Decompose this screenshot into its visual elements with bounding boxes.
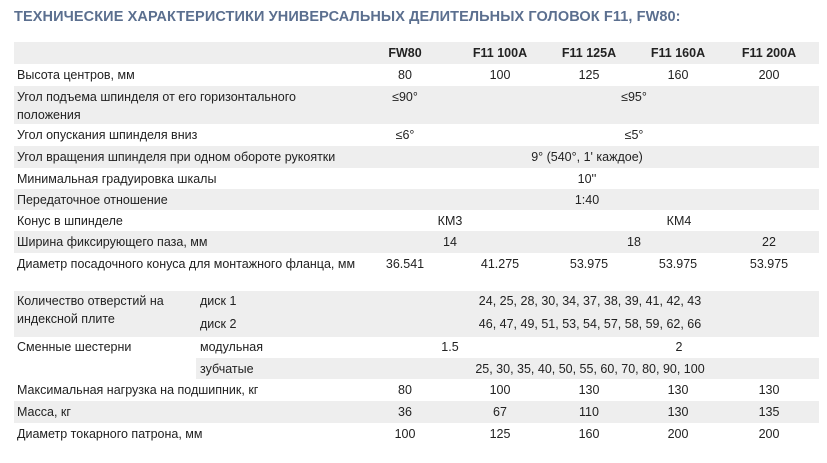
col-header-f11-160a: F11 160A [650, 46, 706, 60]
table-cell: 100 [489, 383, 511, 397]
table-cell: ≤6° [395, 128, 415, 142]
table-cell: КМ3 [437, 214, 463, 228]
table-cell: 135 [758, 405, 780, 419]
row-sublabel: диск 1 [200, 294, 237, 308]
table-row [14, 86, 819, 124]
table-cell: 1:40 [574, 193, 600, 207]
row-label: Диаметр токарного патрона, мм [17, 427, 203, 441]
table-row [14, 401, 819, 423]
row-label: Угол подъема шпинделя от его горизонтального положения [17, 90, 296, 122]
row-sublabel: модульная [200, 340, 263, 354]
table-row [14, 423, 819, 445]
table-cell: 125 [578, 68, 600, 82]
table-cell: 130 [667, 405, 689, 419]
table-cell: 200 [758, 427, 780, 441]
row-sublabel: диск 2 [200, 317, 237, 331]
table-cell: 130 [758, 383, 780, 397]
table-row [14, 168, 819, 189]
table-cell: ≤90° [392, 90, 418, 104]
row-label: Угол вращения шпинделя при одном обороте рукоятки [17, 150, 336, 164]
table-row [14, 253, 819, 291]
row-label: Ширина фиксирующего паза, мм [17, 235, 208, 249]
col-header-f11-125a: F11 125A [561, 46, 617, 60]
table-cell: 14 [443, 235, 457, 249]
table-row [14, 189, 819, 210]
row-label: Высота центров, мм [17, 68, 135, 82]
row-label: Масса, кг [17, 405, 71, 419]
table-cell: 100 [489, 68, 511, 82]
row-label: Угол опускания шпинделя вниз [17, 128, 198, 142]
row-label: Диаметр посадочного конуса для монтажного фланца, мм [17, 257, 356, 271]
table-cell: 200 [758, 68, 780, 82]
table-cell: 160 [578, 427, 600, 441]
table-cell: 53.975 [658, 257, 698, 271]
table-cell: 18 [627, 235, 641, 249]
table-cell: 1.5 [441, 340, 459, 354]
table-cell: 125 [489, 427, 511, 441]
table-cell: 200 [667, 427, 689, 441]
table-cell: 2 [675, 340, 683, 354]
row-label: Количество отверстий на индексной плите [17, 294, 164, 326]
table-header-row [14, 42, 819, 64]
table-cell: 160 [667, 68, 689, 82]
table-cell: 25, 30, 35, 40, 50, 55, 60, 70, 80, 90, 100 [475, 362, 705, 376]
table-row [14, 146, 819, 168]
col-header-f11-200a: F11 200A [741, 46, 797, 60]
table-cell: ≤95° [621, 90, 647, 104]
table-row [14, 124, 819, 146]
table-cell: 67 [493, 405, 507, 419]
page-title: ТЕХНИЧЕСКИЕ ХАРАКТЕРИСТИКИ УНИВЕРСАЛЬНЫХ ДЕЛИТЕЛЬНЫХ ГОЛОВОК F11, FW80: [14, 9, 681, 25]
table-row [14, 231, 819, 253]
table-cell: 53.975 [749, 257, 789, 271]
table-row [14, 379, 819, 401]
table-cell: 10'' [577, 172, 597, 186]
table-cell: 9° (540°, 1' каждое) [531, 150, 643, 164]
table-cell: 100 [394, 427, 416, 441]
table-cell: 22 [762, 235, 776, 249]
col-header-f11-100a: F11 100A [472, 46, 528, 60]
row-label: Минимальная градуировка шкалы [17, 172, 217, 186]
row-label: Сменные шестерни [17, 340, 132, 354]
table-cell: ≤5° [624, 128, 644, 142]
row-label: Конус в шпинделе [17, 214, 123, 228]
col-header-fw80: FW80 [388, 46, 422, 60]
row-sublabel: зубчатые [200, 362, 254, 376]
table-row [196, 358, 819, 379]
table-cell: 46, 47, 49, 51, 53, 54, 57, 58, 59, 62, 66 [478, 317, 702, 331]
row-label: Максимальная нагрузка на подшипник, кг [17, 383, 259, 397]
table-cell: 80 [398, 383, 412, 397]
table-cell: 24, 25, 28, 30, 34, 37, 38, 39, 41, 42, 43 [478, 294, 702, 308]
table-cell: 80 [398, 68, 412, 82]
table-cell: 53.975 [569, 257, 609, 271]
table-cell: КМ4 [666, 214, 692, 228]
table-cell: 110 [579, 405, 599, 419]
table-row [14, 64, 819, 86]
row-label: Передаточное отношение [17, 193, 168, 207]
table-cell: 130 [667, 383, 689, 397]
table-cell: 36 [398, 405, 412, 419]
table-cell: 36.541 [385, 257, 425, 271]
table-cell: 130 [578, 383, 600, 397]
table-row [14, 210, 819, 231]
table-row [14, 291, 819, 337]
table-cell: 41.275 [480, 257, 520, 271]
